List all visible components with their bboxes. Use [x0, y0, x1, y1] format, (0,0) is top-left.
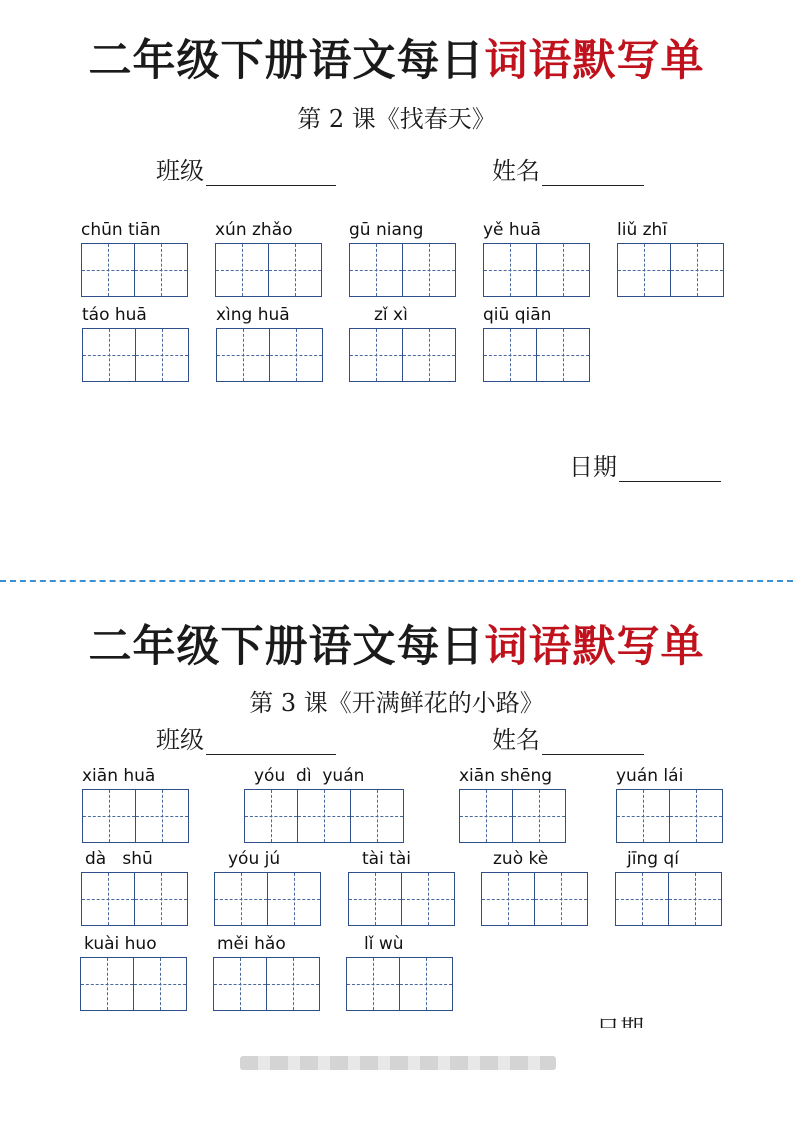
- word-pinyin: lǐ wù: [364, 934, 404, 954]
- writing-box[interactable]: [82, 328, 136, 382]
- writing-box[interactable]: [617, 243, 671, 297]
- writing-box[interactable]: [81, 243, 135, 297]
- sheet1-class-line[interactable]: [206, 163, 336, 186]
- writing-box[interactable]: [616, 789, 670, 843]
- word-pinyin: dà shū: [85, 849, 153, 869]
- sheet2-name-line[interactable]: [542, 732, 644, 755]
- writing-box[interactable]: [481, 872, 535, 926]
- writing-box[interactable]: [348, 872, 402, 926]
- word-pinyin: yě huā: [483, 220, 541, 240]
- sheet1-class-label: 班级: [156, 157, 204, 185]
- sheet1-name-label: 姓名: [492, 157, 540, 185]
- writing-box[interactable]: [215, 243, 269, 297]
- word-pinyin: yóu jú: [228, 849, 281, 869]
- writing-box[interactable]: [213, 957, 267, 1011]
- word-pinyin: xún zhǎo: [215, 220, 293, 240]
- writing-box[interactable]: [214, 872, 268, 926]
- writing-box[interactable]: [136, 328, 189, 382]
- writing-box[interactable]: [349, 328, 403, 382]
- word-pinyin: yuán lái: [616, 766, 684, 786]
- writing-box[interactable]: [459, 789, 513, 843]
- sheet1-date-field[interactable]: [569, 452, 721, 482]
- writing-box[interactable]: [351, 789, 404, 843]
- writing-box[interactable]: [268, 872, 321, 926]
- writing-box[interactable]: [537, 328, 590, 382]
- writing-box[interactable]: [270, 328, 323, 382]
- word-pinyin: xiān shēng: [459, 766, 553, 786]
- word-pinyin: xìng huā: [216, 305, 290, 325]
- blurred-watermark: [240, 1056, 556, 1070]
- writing-box[interactable]: [513, 789, 566, 843]
- sheet1-title-black: 二年级下册语文每日: [88, 36, 485, 86]
- writing-box[interactable]: [346, 957, 400, 1011]
- word-pinyin: chūn tiān: [81, 220, 161, 240]
- writing-box[interactable]: [483, 328, 537, 382]
- writing-box[interactable]: [269, 243, 322, 297]
- sheet2-title-black: 二年级下册语文每日: [88, 622, 485, 672]
- writing-box[interactable]: [615, 872, 669, 926]
- word-pinyin: měi hǎo: [217, 934, 286, 954]
- writing-box[interactable]: [136, 789, 189, 843]
- sheet1-date-label: 日期: [569, 453, 617, 481]
- word-pinyin: zǐ xì: [374, 305, 408, 325]
- word-pinyin: zuò kè: [493, 849, 549, 869]
- word-pinyin: xiān huā: [82, 766, 156, 786]
- sheet1-title-red: 词语默写单: [484, 36, 705, 86]
- sheet1-class-field[interactable]: [156, 156, 336, 186]
- writing-box[interactable]: [670, 789, 723, 843]
- writing-box[interactable]: [135, 243, 188, 297]
- word-pinyin: jīng qí: [627, 849, 679, 869]
- writing-box[interactable]: [669, 872, 722, 926]
- writing-box[interactable]: [135, 872, 188, 926]
- sheet2-class-line[interactable]: [206, 732, 336, 755]
- word-pinyin: kuài huo: [84, 934, 157, 954]
- writing-box[interactable]: [81, 872, 135, 926]
- writing-box[interactable]: [400, 957, 453, 1011]
- sheet1-title: [0, 36, 793, 86]
- word-pinyin: gū niang: [349, 220, 424, 240]
- sheet1-name-line[interactable]: [542, 163, 644, 186]
- word-pinyin: táo huā: [82, 305, 147, 325]
- cut-line-divider: [0, 580, 793, 582]
- sheet2-class-label: 班级: [156, 726, 204, 754]
- writing-box[interactable]: [403, 328, 456, 382]
- writing-box[interactable]: [244, 789, 298, 843]
- sheet2-class-field[interactable]: [156, 725, 336, 755]
- sheet1-date-line[interactable]: [619, 459, 721, 482]
- sheet2-name-label: 姓名: [492, 726, 540, 754]
- sheet2-name-field[interactable]: [492, 725, 644, 755]
- writing-box[interactable]: [298, 789, 351, 843]
- sheet2-title: [0, 622, 793, 672]
- writing-box[interactable]: [403, 243, 456, 297]
- sheet1-name-field[interactable]: [492, 156, 644, 186]
- writing-box[interactable]: [267, 957, 320, 1011]
- word-pinyin: liǔ zhī: [617, 220, 668, 240]
- writing-box[interactable]: [349, 243, 403, 297]
- writing-box[interactable]: [535, 872, 588, 926]
- writing-box[interactable]: [82, 789, 136, 843]
- sheet2-title-red: 词语默写单: [484, 622, 705, 672]
- sheet1-lesson-title: 第 2 课《找春天》: [297, 105, 496, 133]
- writing-box[interactable]: [671, 243, 724, 297]
- writing-box[interactable]: [402, 872, 455, 926]
- writing-box[interactable]: [483, 243, 537, 297]
- word-pinyin: tài tài: [362, 849, 412, 869]
- word-pinyin: yóu dì yuán: [254, 766, 365, 786]
- writing-box[interactable]: [134, 957, 187, 1011]
- sheet2-lesson-title: 第 3 课《开满鲜花的小路》: [249, 689, 544, 717]
- writing-box[interactable]: [537, 243, 590, 297]
- writing-box[interactable]: [80, 957, 134, 1011]
- word-pinyin: qiū qiān: [483, 305, 552, 325]
- page-cutoff-mask: [0, 1028, 793, 1122]
- writing-box[interactable]: [216, 328, 270, 382]
